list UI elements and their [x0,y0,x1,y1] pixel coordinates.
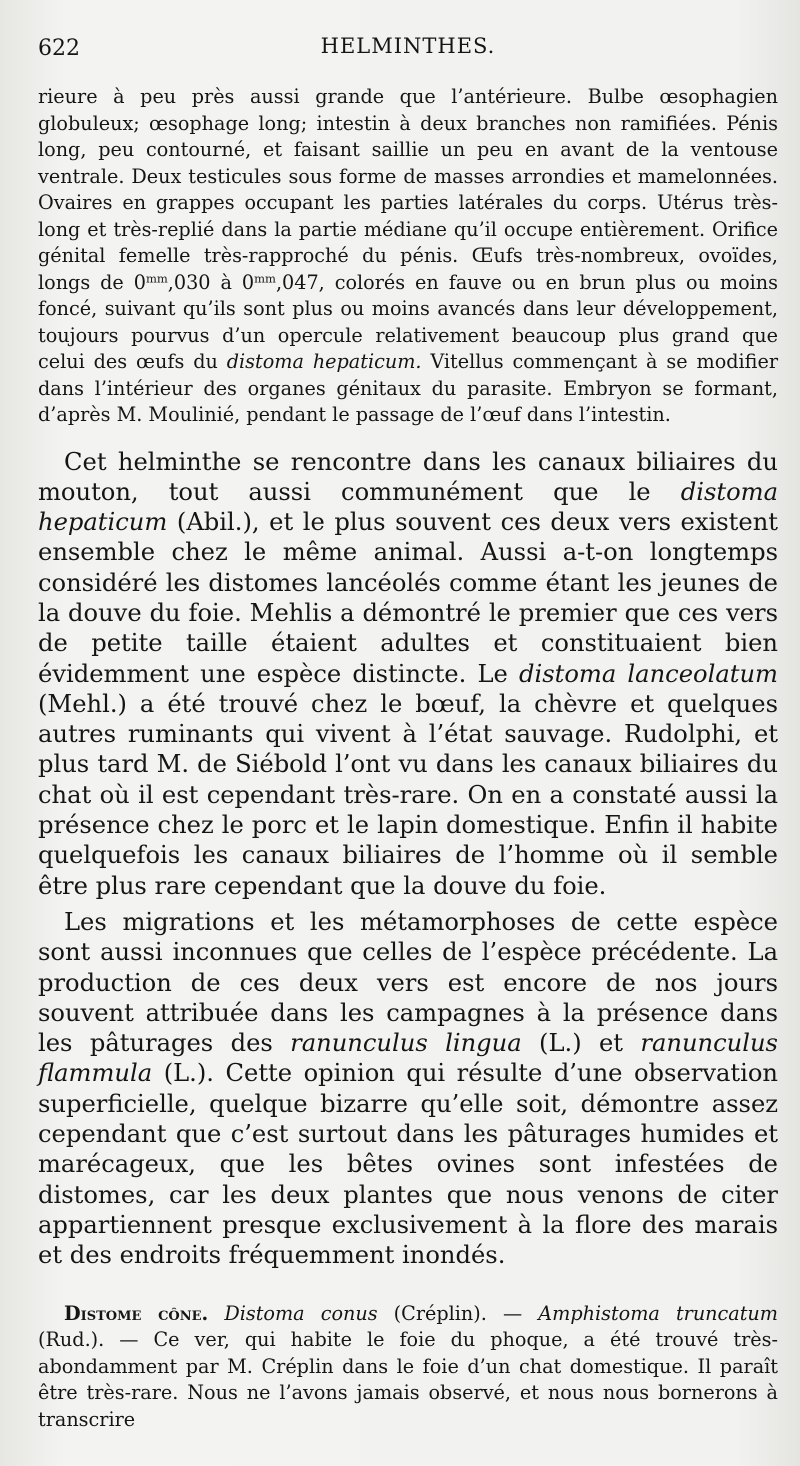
body-paragraph-1: Cet helminthe se rencontre dans les canaux biliaires du mouton, tout aussi communément que le distoma hepaticum (Abil.), et le plus souvent ces deux vers existent ensemble chez le même animal. Aussi a-t-on longtemps considéré les distomes lancéolés comme étant les jeunes de la douve du foie. Mehlis a démontré le premier que ces vers de petite taille étaient adultes et constituaient bien évidemment une espèce distincte. Le distoma lanceolatum (Mehl.) a été trouvé chez le bœuf, la chèvre et quelques autres ruminants qui vivent à l’état sauvage. Rudolphi, et plus tard M. de Siébold l’ont vu dans les canaux biliaires du chat où il est cependant très-rare. On en a constaté aussi la présence chez le porc et le lapin domestique. Enfin il habite quelquefois les canaux biliaires de l’homme où il semble être plus rare cependant que la douve du foie. [38,447,778,900]
running-title: HELMINTHES. [320,34,496,58]
intro-paragraph: rieure à peu près aussi grande que l’antérieure. Bulbe œsophagien globuleux; œsophage long; intestin à deux branches non ramifiées. Pénis long, peu contourné, et faisant saillie un peu en avant de la ventouse ventrale. Deux testicules sous forme de masses arrondies et mamelonnées. Ovaires en grappes occupant les parties latérales du corps. Utérus très-long et très-replié dans la partie médiane qu’il occupe entièrement. Orifice génital femelle très-rapproché du pénis. Œufs très-nombreux, ovoïdes, longs de $0^{mm},030$ à $0^{mm},047$, colorés en fauve ou en brun plus ou moins foncé, suivant qu’ils sont plus ou moins avancés dans leur développement, toujours pourvus d’un opercule relativement beaucoup plus grand que celui des œufs du distoma hepaticum. Vitellus commençant à se modifier dans l’intérieur des organes génitaux du parasite. Embryon se formant, d’après M. Moulinié, pendant le passage de l’œuf dans l’intestin. [38,85,778,426]
species-heading: Distome cône. [64,1301,209,1325]
page-header [38,0,778,78]
species-name: distoma hepaticum [38,477,778,537]
species-name: ranunculus flammula [38,1029,778,1088]
species-name: distoma hepaticum. [226,350,422,373]
unit-mm: mm [145,271,168,286]
species-entry-distome-cone: Distome cône. Distoma conus (Créplin). — Amphistoma truncatum (Rud.). — Ce ver, qui habite le foie du phoque, a été trouvé très-abondamment par M. Créplin dans le foie d’un chat domestique. Il paraît être très-rare. Nous ne l’avons jamais observé, et nous nous bornerons à transcrire [38,1301,778,1431]
species-name: Amphistoma truncatum [538,1301,778,1325]
body-paragraph-2: Les migrations et les métamorphoses de cette espèce sont aussi inconnues que celles de l’espèce précédente. La production de ces deux vers est encore de nos jours souvent attribuée dans les campagnes à la présence dans les pâturages des ranunculus lingua (L.) et ranunculus flammula (L.). Cette opinion qui résulte d’une observation superficielle, quelque bizarre qu’elle soit, démontre assez cependant que c’est surtout dans les pâturages humides et marécageux, que les bêtes ovines sont infestées de distomes, car les deux plantes que nous venons de citer appartiennent presque exclusivement à la flore des marais et des endroits fréquemment inondés. [38,907,778,1270]
species-name: Distoma conus [224,1301,378,1325]
species-name: ranunculus lingua [290,1029,522,1058]
unit-mm: mm [254,271,276,286]
page-number: 622 [38,36,80,61]
species-name: distoma lanceolatum [519,659,778,688]
